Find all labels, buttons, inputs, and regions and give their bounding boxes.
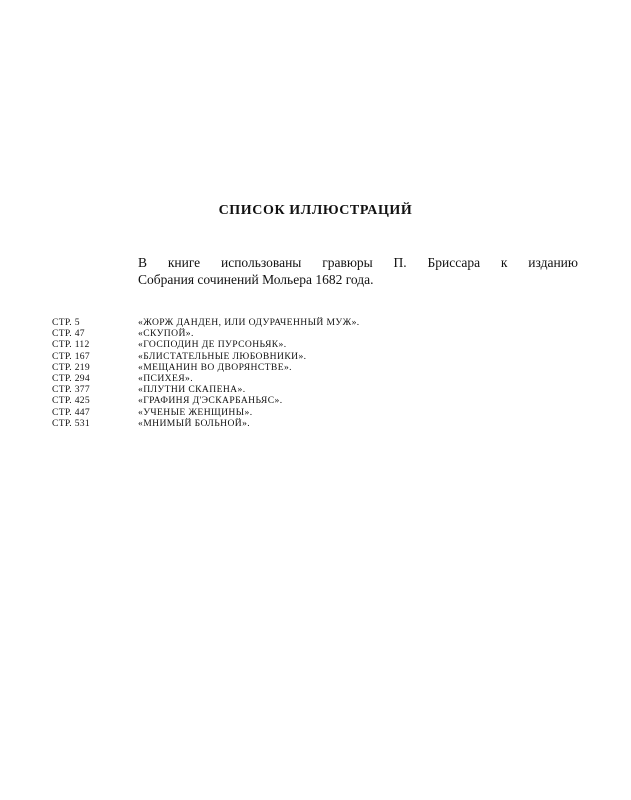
play-title: «МЕЩАНИН ВО ДВОРЯНСТВЕ». — [138, 361, 292, 373]
list-item — [52, 351, 552, 362]
page-reference: СТР. 447 — [52, 406, 90, 418]
intro-paragraph — [138, 254, 578, 288]
list-item — [52, 384, 552, 395]
page-reference: СТР. 47 — [52, 328, 85, 340]
intro-line: Собрания сочинений Мольера 1682 года. — [138, 272, 374, 287]
list-item — [52, 407, 552, 418]
list-item — [52, 317, 552, 328]
page-title: СПИСОК ИЛЛЮСТРАЦИЙ — [218, 203, 413, 218]
list-item — [52, 362, 552, 373]
page-reference: СТР. 377 — [52, 384, 90, 396]
page-reference: СТР. 167 — [52, 350, 90, 362]
page-reference: СТР. 5 — [52, 317, 80, 328]
list-item — [52, 328, 552, 339]
list-item — [52, 418, 552, 429]
page-reference: СТР. 531 — [52, 417, 90, 429]
play-title: «БЛИСТАТЕЛЬНЫЕ ЛЮБОВНИКИ». — [138, 350, 307, 362]
play-title: «СКУПОЙ». — [138, 328, 194, 340]
list-item — [52, 339, 552, 350]
play-title: «ЖОРЖ ДАНДЕН, ИЛИ ОДУРАЧЕННЫЙ МУЖ». — [138, 317, 360, 328]
play-title: «ПЛУТНИ СКАПЕНА». — [138, 384, 246, 396]
list-item — [52, 373, 552, 384]
play-title: «ГРАФИНЯ Д'ЭСКАРБАНЬЯС». — [138, 395, 283, 407]
play-title: «УЧЕНЫЕ ЖЕНЩИНЫ». — [138, 406, 253, 418]
play-title: «ГОСПОДИН ДЕ ПУРСОНЬЯК». — [138, 339, 287, 351]
intro-line: В книге использованы гравюры П. Бриссара к изданию — [138, 255, 578, 270]
page-reference: СТР. 425 — [52, 395, 90, 407]
page-reference: СТР. 219 — [52, 361, 90, 373]
list-item — [52, 395, 552, 406]
play-title: «ПСИХЕЯ». — [138, 372, 194, 384]
page-reference: СТР. 294 — [52, 372, 90, 384]
page-reference: СТР. 112 — [52, 339, 90, 351]
play-title: «МНИМЫЙ БОЛЬНОЙ». — [138, 417, 251, 429]
illustration-list — [52, 317, 552, 429]
